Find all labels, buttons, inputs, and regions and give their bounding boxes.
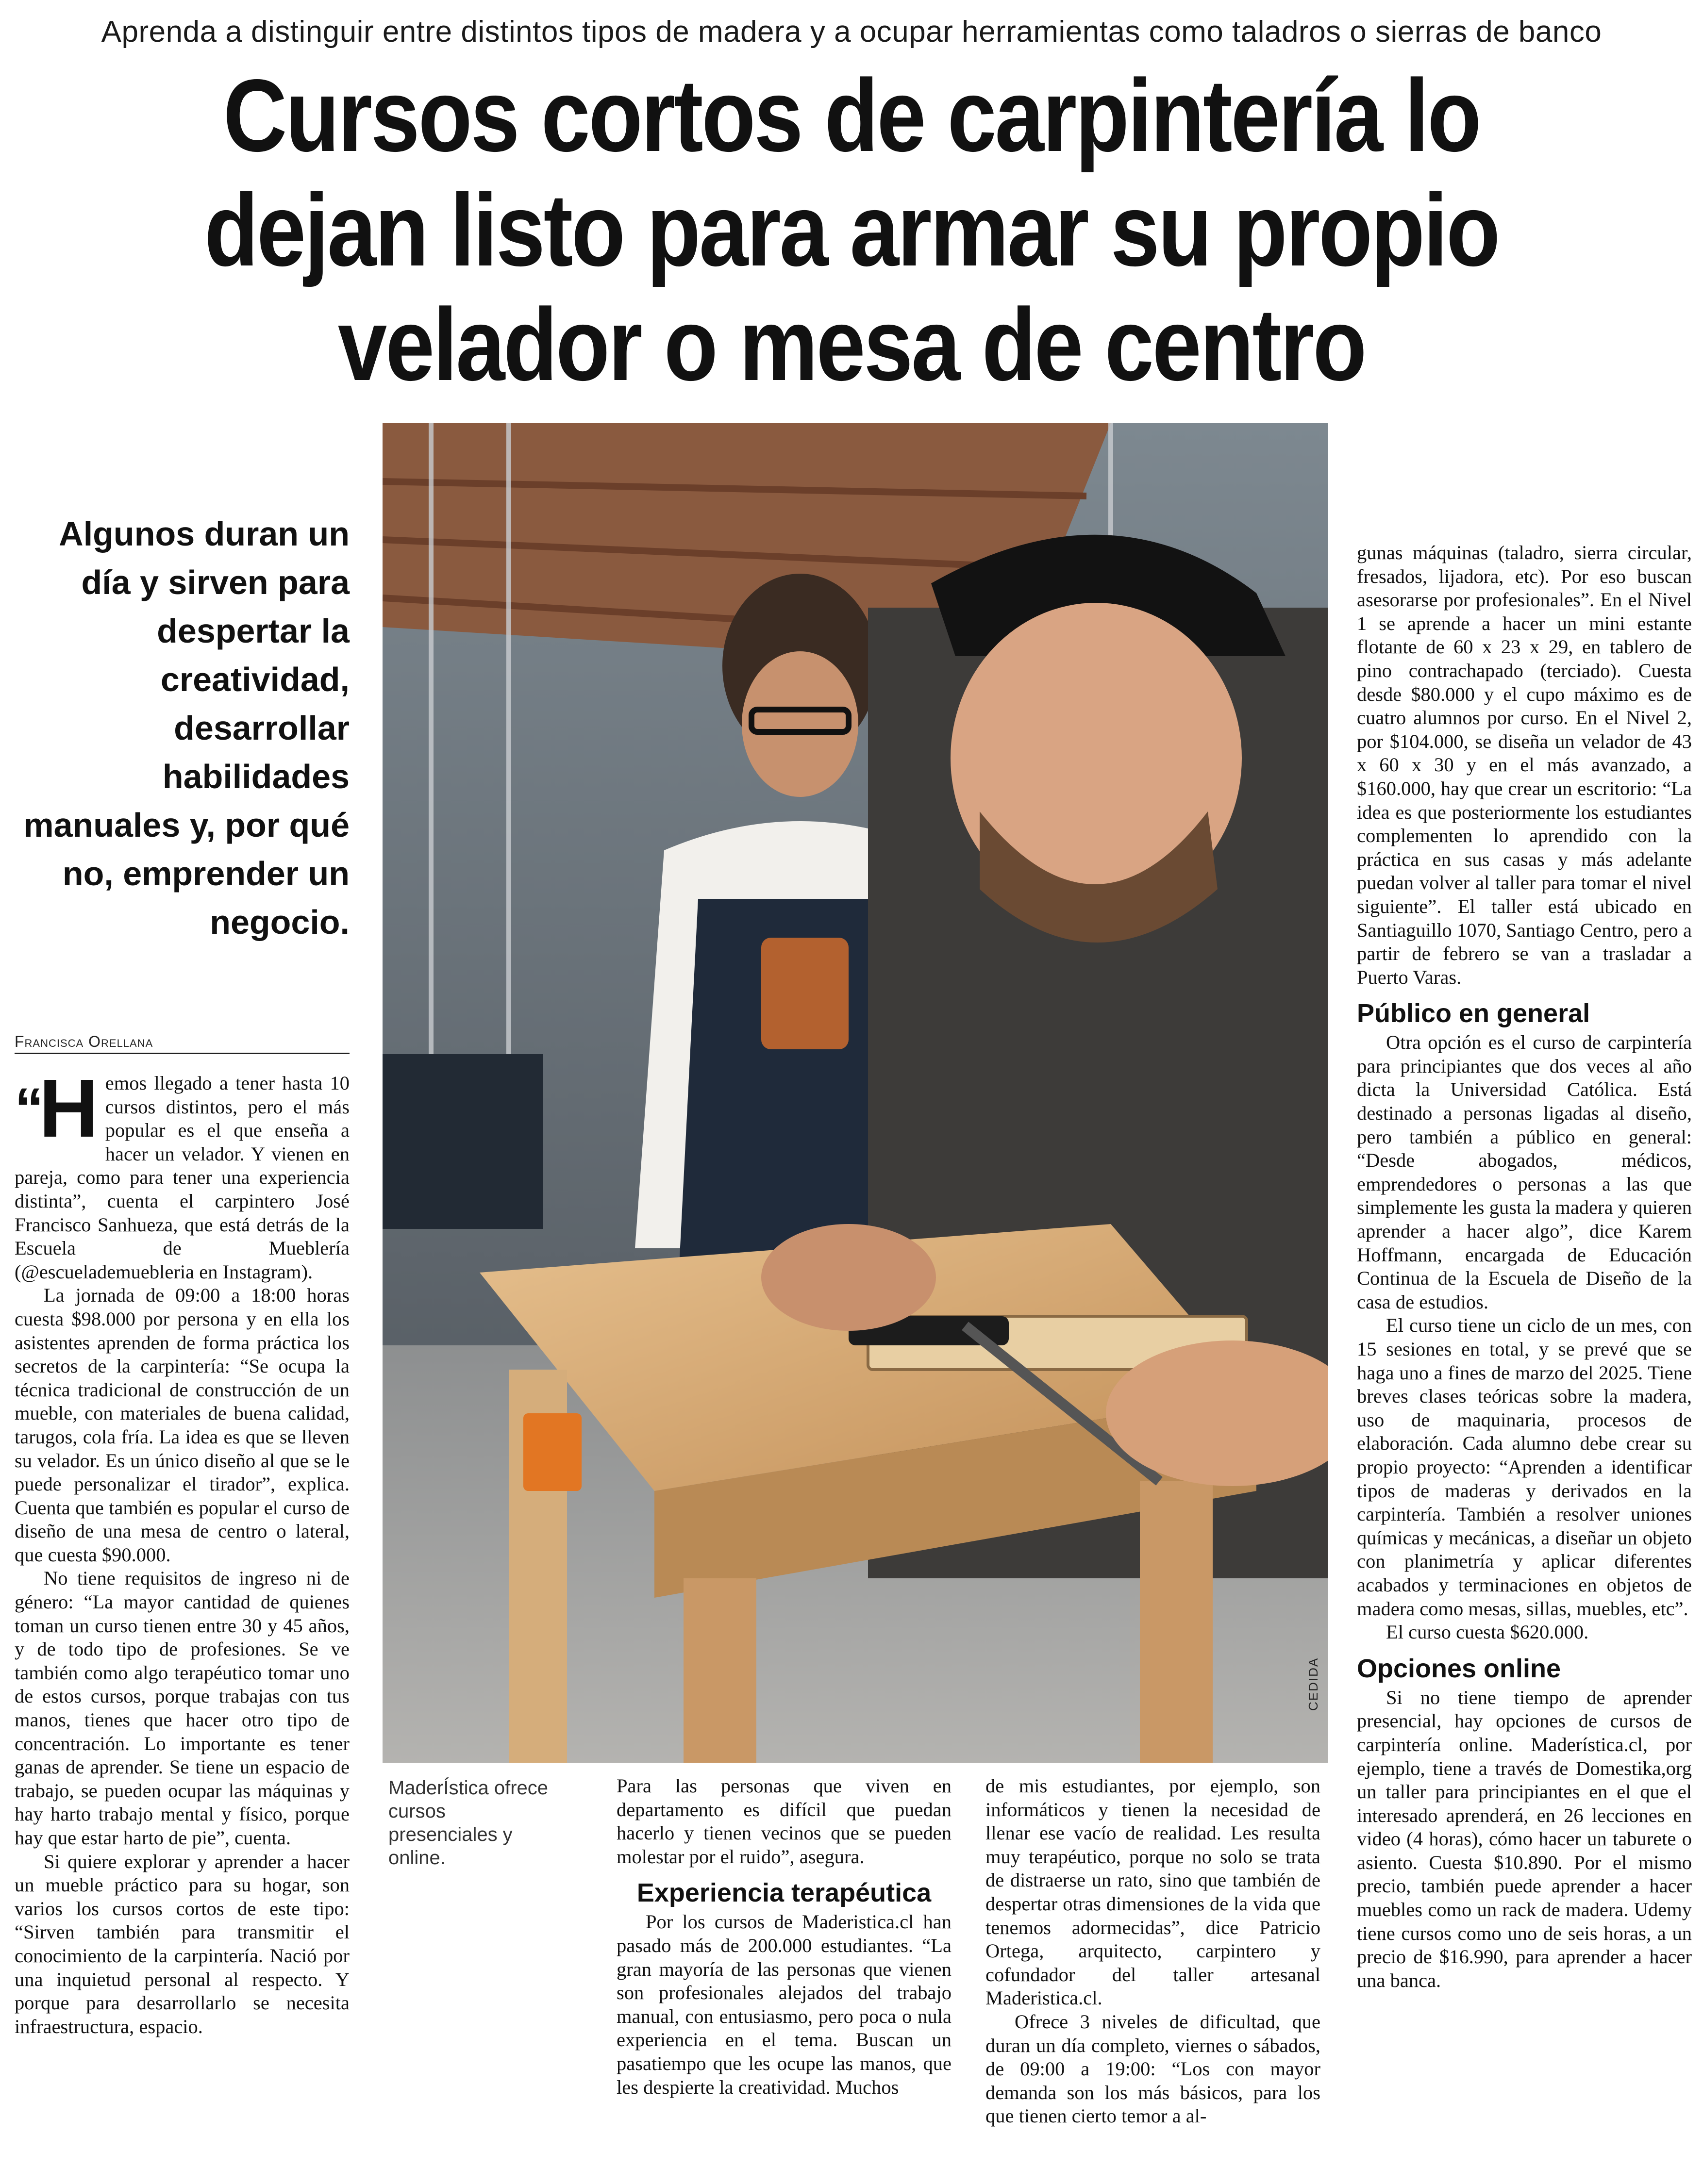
column-3 xyxy=(985,1774,1320,2128)
subhead-online: Opciones online xyxy=(1357,1654,1561,1683)
byline: Francisca Orellana xyxy=(15,1033,350,1054)
paragraph: Si quiere explorar y aprender a hacer un mueble práctico para su hogar, son varios los cursos cortos de este tipo: “Sirven también para transmitir el conocimiento de la carpintería. Nació por una inquietud personal al respecto. Y porque para desarrollarlo se necesita infraestructura, espacio. xyxy=(15,1850,350,2037)
photo-caption: MaderÍstica ofrece cursos presenciales y online. xyxy=(388,1777,549,1869)
paragraph: Si no tiene tiempo de aprender presencial, hay opciones de cursos de carpintería online. Maderística.cl, por ejemplo, tiene a través de Domestika,org un taller para principiantes en el que el interesado aprenderá, en 26 lecciones en video (4 horas), cómo hacer un taburete o asiento. Cuesta $10.890. Por el mismo precio, también puede aprender a hacer muebles como un rack de madera. Udemy tiene cursos como uno de seis horas, a un precio de $16.990, para aprender a hacer una banca. xyxy=(1357,1686,1692,1991)
kicker: Aprenda a distinguir entre distintos tipos de madera y a ocupar herramientas como taladros o sierras de banco xyxy=(101,15,1602,49)
paragraph: Ofrece 3 niveles de dificultad, que duran un día completo, viernes o sábados, de 09:00 a 19:00: “Los con mayor demanda son los más básicos, para los que tienen cierto temor a al- xyxy=(985,2010,1320,2127)
paragraph: El curso cuesta $620.000. xyxy=(1386,1621,1589,1643)
paragraph: emos llegado a tener hasta 10 cursos distintos, pero el más popular es el que enseña a hacer un velador. Y vienen en pareja, como para tener una experiencia distinta”, cuenta el carpintero José Francisco Sanhueza, que está detrás de la Escuela de Mueblería (@escuelademuebleria en Instagram). xyxy=(15,1072,350,1283)
drop-cap xyxy=(15,1062,99,1155)
subhead-publico: Público en general xyxy=(1357,999,1590,1028)
opening-quote-mark: “ xyxy=(15,1076,39,1141)
paragraph: gunas máquinas (taladro, sierra circular, fresados, lijadora, etc). Por eso buscan asesorarse por profesionales”. En el Nivel 1 se aprende a hacer un mini estante flotante de 60 x 23 x 29, en tablero de pino contrachapado (terciado). Cuesta desde $80.000 y el cupo máximo es de cuatro alumnos por curso. En el Nivel 2, por $104.000, se diseña un velador de 43 x 60 x 30 y en el más avanzado, a $160.000, hay que crear un escritorio: “La idea es que posteriormente los estudiantes complementen lo aprendido con la práctica en sus casas y más adelante puedan volver al taller para tomar el nivel siguiente”. El taller está ubicado en Santiaguillo 1070, Santiago Centro, pero a partir de febrero se van a trasladar a Puerto Varas. xyxy=(1357,542,1692,988)
paragraph: Para las personas que viven en departamento es difícil que puedan hacerlo y tienen vecinos que se pueden molestar por el ruido”, asegura. xyxy=(617,1775,952,1868)
workshop-photo-illustration xyxy=(383,423,1328,1763)
subhead-experiencia: Experiencia terapéutica xyxy=(636,1878,932,1908)
column-4 xyxy=(1357,541,1692,1992)
paragraph: La jornada de 09:00 a 18:00 horas cuesta $98.000 por persona y en ella los asistentes aprenden de forma práctica los secretos de la carpintería: “Se ocupa la técnica tradicional de construcción de un mueble, con materiales de buena calidad, tarugos, cola fría. La idea es que se lleven su velador. Es un único diseño al que se le puede personalizar el tirador”, explica. Cuenta que también es popular el curso de diseño de una mesa de centro o lateral, que cuesta $90.000. xyxy=(15,1284,350,1566)
lead-paragraph: Algunos duran un día y sirven para despertar la creatividad, desarrollar habilidades manuales y, por qué no, emprender un negocio. xyxy=(23,515,350,941)
column-1 xyxy=(15,1062,350,2038)
drop-cap-letter: H xyxy=(39,1062,99,1155)
photo-credit: CEDIDA xyxy=(1306,1657,1320,1711)
paragraph: No tiene requisitos de ingreso ni de género: “La mayor cantidad de quienes toman un curso tienen entre 30 y 45 años, y de todo tipo de profesiones. Se ve también como algo terapéutico tomar uno de estos cursos, porque trabajas con tus manos, tienes que hacer otro tipo de concentración. Lo importante es tener ganas de aprender. Se tiene un espacio de trabajo, se pueden ocupar las máquinas y hay harto trabajo mental y físico, porque hay que estar harto de pie”, cuenta. xyxy=(15,1567,350,1849)
headline: Cursos cortos de carpintería lo dejan listo para armar su propio velador o mesa de centro xyxy=(204,58,1499,402)
column-2 xyxy=(617,1774,952,2099)
paragraph: Otra opción es el curso de carpintería para principiantes que dos veces al año dicta la Universidad Católica. Está destinado a personas ligadas al diseño, pero también a público en general: “Desde abogados, médicos, emprendedores o personas a las que simplemente les gusta la madera y quieren aprender a hacer algo”, dice Karem Hoffmann, encargada de Educación Continua de la Escuela de Diseño de la casa de estudios. xyxy=(1357,1031,1692,1313)
paragraph: El curso tiene un ciclo de un mes, con 15 sesiones en total, y se prevé que se haga uno a fines de marzo del 2025. Tiene breves clases teóricas sobre la madera, uso de maquinaria, procesos de elaboración. Cada alumno debe crear su propio proyecto: “Aprenden a identificar tipos de maderas y derivados en la carpintería. También a resolver uniones químicas y mecánicas, a diseñar un objeto con planimetría y aplicar diferentes acabados y terminaciones en objetos de madera como mesas, sillas, muebles, etc”. xyxy=(1357,1314,1692,1620)
paragraph: Por los cursos de Maderistica.cl han pasado más de 200.000 estudiantes. “La gran mayoría de las personas que vienen son profesionales alejados del trabajo manual, con entusiasmo, pero poca o nula experiencia en el tema. Buscan un pasatiempo que les ocupe las manos, que les despierte la creatividad. Muchos xyxy=(617,1911,952,2098)
paragraph: de mis estudiantes, por ejemplo, son informáticos y tienen la necesidad de llenar ese vacío de realidad. Les resulta muy terapéutico, porque no solo se trata de distraerse un rato, sino que también de despertar otras dimensiones de la vida que tenemos adormecidas”, dice Patricio Ortega, arquitecto, carpintero y cofundador del taller artesanal Maderistica.cl. xyxy=(985,1775,1320,2009)
article-photo xyxy=(383,423,1328,1763)
